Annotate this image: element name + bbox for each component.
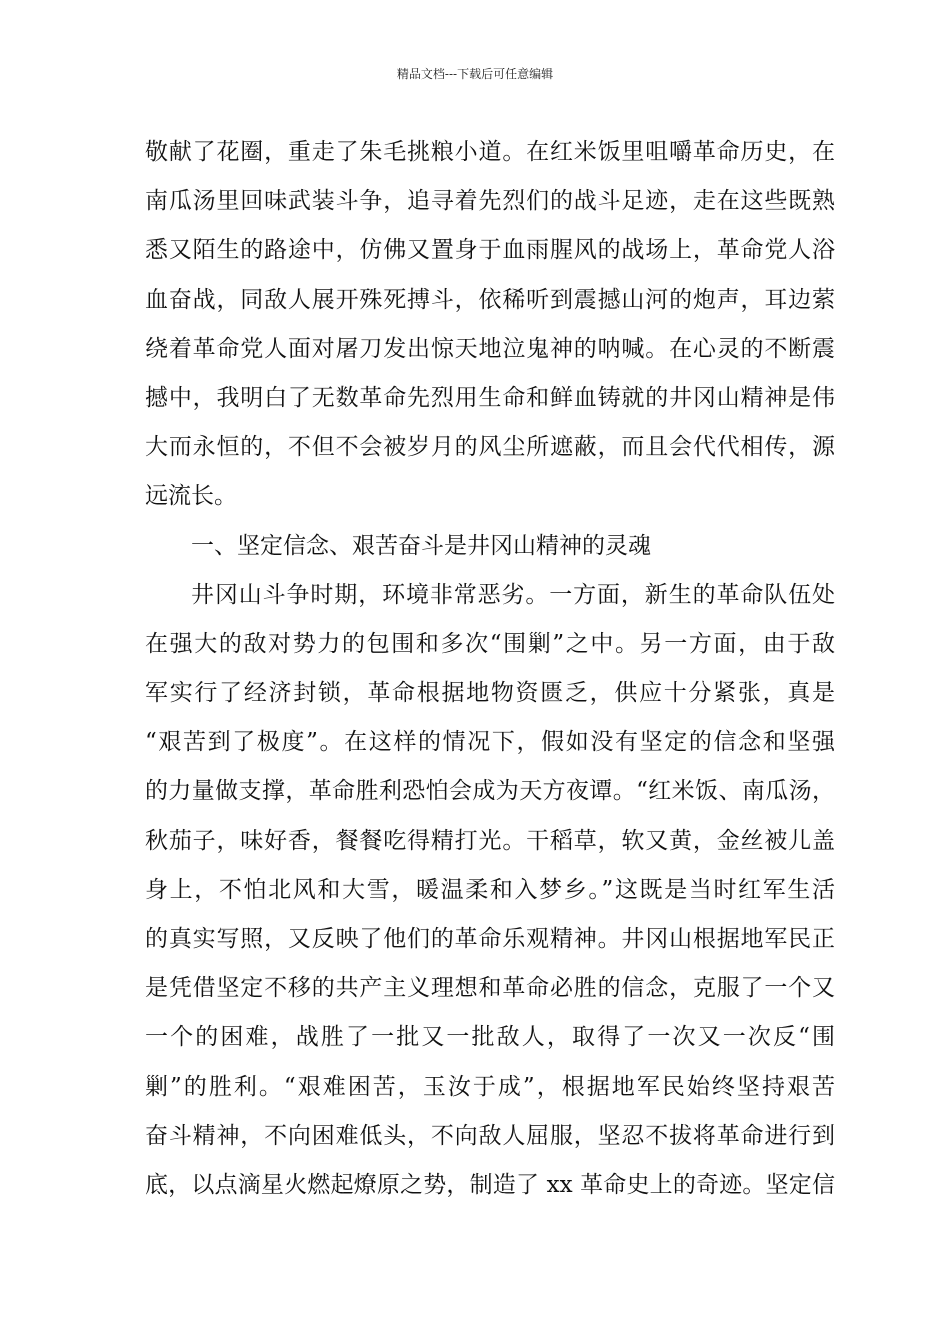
text-line: 敬献了花圈，重走了朱毛挑粮小道。在红米饭里咀嚼革命历史，在 <box>145 139 835 165</box>
text-line: 悉又陌生的路途中，仿佛又置身于血雨腥风的战场上，革命党人浴 <box>145 237 835 264</box>
section-heading: 一、坚定信念、艰苦奋斗是井冈山精神的灵魂 <box>191 532 651 559</box>
page-header: 精品文档---下载后可任意编辑 <box>396 67 554 81</box>
text-line: 身上，不怕北风和大雪，暖温柔和入梦乡。”这既是当时红军生活 <box>145 876 835 903</box>
text-line: 秋茄子，味好香，餐餐吃得精打光。干稻草，软又黄，金丝被儿盖 <box>145 827 835 854</box>
text-line: 剿”的胜利。“艰难困苦，玉汝于成”，根据地军民始终坚持艰苦 <box>145 1073 835 1100</box>
text-line: “艰苦到了极度”。在这样的情况下，假如没有坚定的信念和坚强 <box>145 729 835 756</box>
text-line: 是凭借坚定不移的共产主义理想和革命必胜的信念，克服了一个又 <box>145 975 835 1002</box>
text-line: 南瓜汤里回味武装斗争，追寻着先烈们的战斗足迹，走在这些既熟 <box>145 188 835 215</box>
text-line: 的力量做支撑，革命胜利恐怕会成为天方夜谭。“红米饭、南瓜汤， <box>145 778 835 805</box>
text-line: 的真实写照，又反映了他们的革命乐观精神。井冈山根据地军民正 <box>145 926 835 952</box>
text-line: 绕着革命党人面对屠刀发出惊天地泣鬼神的呐喊。在心灵的不断震 <box>145 335 835 362</box>
text-line: 撼中，我明白了无数革命先烈用生命和鲜血铸就的井冈山精神是伟 <box>145 384 835 411</box>
text-line: 军实行了经济封锁，革命根据地物资匮乏，供应十分紧张，真是 <box>145 680 835 707</box>
text-line: 奋斗精神，不向困难低头，不向敌人屈服，坚忍不拔将革命进行到 <box>145 1122 835 1149</box>
document-body <box>145 128 835 1210</box>
text-line: 井冈山斗争时期，环境非常恶劣。一方面，新生的革命队伍处 <box>191 581 835 608</box>
text-line: 血奋战，同敌人展开殊死搏斗，依稀听到震撼山河的炮声，耳边萦 <box>145 286 835 313</box>
text-line: 在强大的敌对势力的包围和多次“围剿”之中。另一方面，由于敌 <box>145 630 835 657</box>
text-line: 大而永恒的，不但不会被岁月的风尘所遮蔽，而且会代代相传，源 <box>145 434 835 461</box>
text-line: 底，以点滴星火燃起燎原之势，制造了 xx 革命史上的奇迹。坚定信 <box>145 1171 835 1198</box>
text-line: 一个的困难，战胜了一批又一批敌人，取得了一次又一次反“围 <box>145 1024 835 1051</box>
text-line: 远流长。 <box>145 483 237 510</box>
